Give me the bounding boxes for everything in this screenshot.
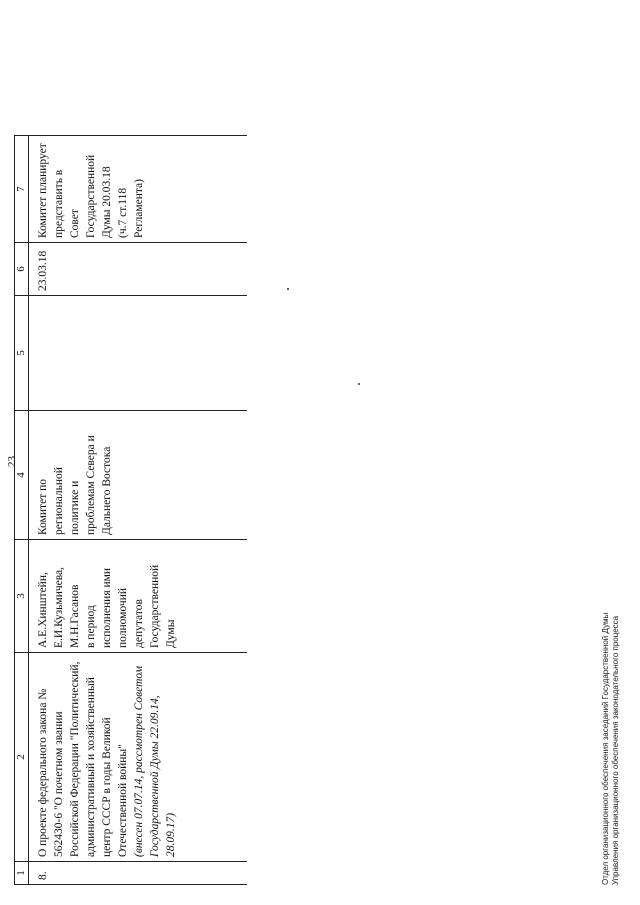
footer [601,613,621,885]
note-text: Комитет планирует представить в Совет Государственной Думы 20.03.18 (ч.7 ст.118 Регламента) [37,143,145,238]
table-row [29,136,248,885]
date-cell: 23.03.18 [29,243,248,296]
header-col-4: 4 [15,411,29,540]
footer-line-2: Управления организационного обеспечения законодательного процесса [611,615,620,885]
authors-cell [29,540,248,653]
bill-status-note: (внесен 07.07.14, рассмотрен Советом Государственной Думы 22.09.14, 28.09.17) [133,665,177,857]
header-col-2: 2 [15,653,29,862]
header-col-5: 5 [15,296,29,411]
committee-text: Комитет по региональной политике и проблемам Севера и Дальнего Востока [37,435,113,535]
authors-text: А.Е.Хинштейн, Е.И.Кузьмичева, М.Н.Гасанов в период исполнения ими полномочий депутатов Государственной Думы [37,564,177,648]
scan-speck [287,288,289,290]
scan-speck [358,383,360,385]
empty-cell [29,296,248,411]
bill-cell [29,653,248,862]
legislation-table [14,135,247,885]
header-col-1: 1 [15,862,29,885]
bill-title: О проекте федерального закона № 562430-6 "О почетном звании Российской Федерации "Политический, административный и хозяйственный центр СССР в годы Великой Отечественной войны" [37,661,129,857]
header-col-6: 6 [15,243,29,296]
note-cell [29,136,248,243]
committee-cell [29,411,248,540]
footer-line-1: Отдел организационного обеспечения заседаний Государственной Думы [601,612,610,885]
header-col-7: 7 [15,136,29,243]
header-col-3: 3 [15,540,29,653]
header-row [15,136,29,885]
page-number: 23 [6,456,18,467]
row-number: 8. [29,862,248,885]
